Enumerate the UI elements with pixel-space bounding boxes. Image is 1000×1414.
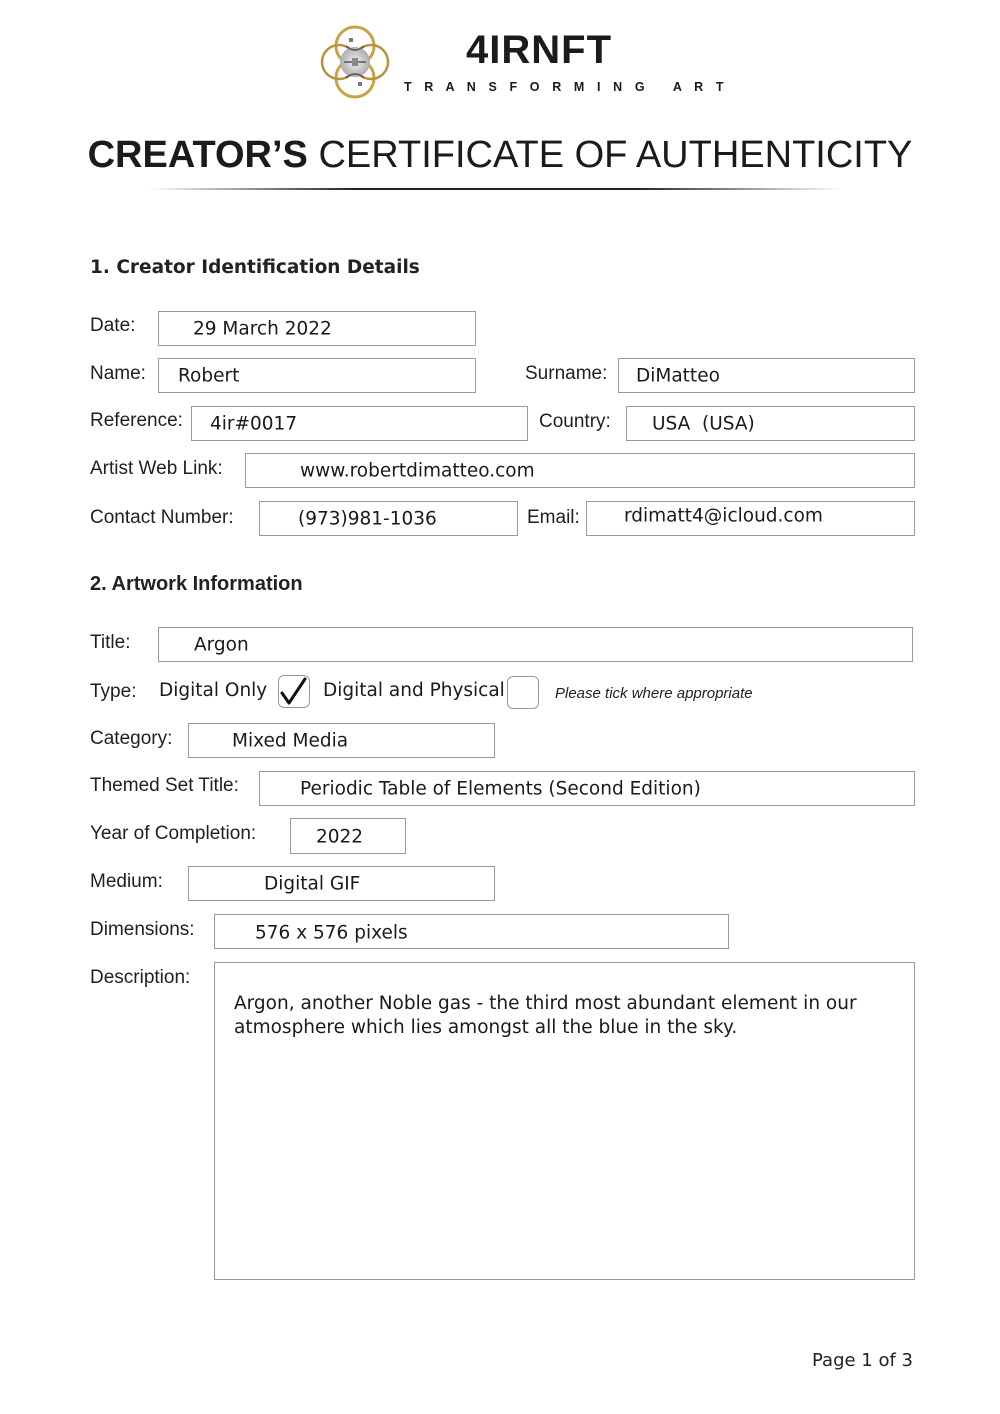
surname-label: Surname: [525, 363, 608, 384]
themed-set-value: Periodic Table of Elements (Second Edition) [300, 778, 701, 799]
name-label: Name: [90, 363, 146, 384]
category-field[interactable] [188, 723, 495, 758]
dimensions-field[interactable] [214, 914, 729, 949]
type-digital-physical-label: Digital and Physical [323, 680, 505, 701]
country-label: Country: [539, 411, 611, 432]
title-divider [148, 188, 842, 190]
themed-set-field[interactable] [259, 771, 915, 806]
contact-label: Contact Number: [90, 507, 234, 528]
weblink-field[interactable] [245, 453, 915, 488]
description-label: Description: [90, 967, 191, 988]
logo-icon [316, 24, 394, 100]
country-value: USA (USA) [652, 413, 755, 434]
year-field[interactable] [290, 818, 406, 854]
dimensions-label: Dimensions: [90, 919, 195, 940]
year-value: 2022 [316, 826, 364, 848]
name-value: Robert [178, 365, 240, 386]
digital-only-checkbox[interactable] [278, 675, 310, 708]
checkmark-icon [278, 675, 310, 708]
reference-label: Reference: [90, 410, 183, 431]
medium-field[interactable] [188, 866, 495, 901]
weblink-value: www.robertdimatteo.com [300, 460, 535, 481]
description-field[interactable] [214, 962, 915, 1280]
section1-heading: 1. Creator Identification Details [90, 257, 420, 278]
date-field[interactable] [158, 311, 476, 346]
surname-field[interactable] [618, 358, 915, 393]
page-number: Page 1 of 3 [812, 1350, 913, 1371]
dimensions-value: 576 x 576 pixels [255, 922, 408, 944]
page-title-rest: CERTIFICATE OF AUTHENTICITY [318, 134, 913, 176]
type-digital-only-label: Digital Only [159, 680, 268, 701]
description-line-2: atmosphere which lies amongst all the blue in the sky. [234, 1017, 738, 1038]
themed-set-label: Themed Set Title: [90, 775, 239, 796]
artwork-title-value: Argon [194, 634, 249, 655]
brand-tagline: T R A N S F O R M I N G A R T [404, 80, 729, 94]
date-label: Date: [90, 315, 136, 336]
country-field[interactable] [626, 406, 915, 441]
page-title-bold: CREATOR’S [87, 134, 308, 176]
email-field[interactable] [586, 501, 915, 536]
email-label: Email: [527, 507, 580, 528]
date-value: 29 March 2022 [193, 318, 332, 339]
name-field[interactable] [158, 358, 476, 393]
page-title [0, 134, 1000, 177]
description-line-1: Argon, another Noble gas - the third most abundant element in our [234, 993, 857, 1014]
medium-value: Digital GIF [264, 873, 361, 894]
email-value: rdimatt4@icloud.com [624, 505, 823, 527]
brand-logo [316, 24, 394, 100]
category-value: Mixed Media [232, 730, 349, 751]
type-label: Type: [90, 681, 137, 702]
artwork-title-label: Title: [90, 632, 131, 653]
brand-name: 4IRNFT [466, 28, 612, 72]
contact-value: (973)981-1036 [298, 508, 437, 529]
medium-label: Medium: [90, 871, 163, 892]
surname-value: DiMatteo [636, 365, 720, 386]
category-label: Category: [90, 728, 173, 749]
weblink-label: Artist Web Link: [90, 458, 223, 479]
artwork-title-field[interactable] [158, 627, 913, 662]
contact-field[interactable] [259, 501, 518, 536]
reference-field[interactable] [191, 406, 528, 441]
reference-value: 4ir#0017 [210, 413, 298, 434]
type-hint: Please tick where appropriate [555, 685, 753, 702]
section2-heading: 2. Artwork Information [90, 573, 303, 595]
year-label: Year of Completion: [90, 823, 257, 844]
digital-physical-checkbox[interactable] [507, 676, 539, 709]
